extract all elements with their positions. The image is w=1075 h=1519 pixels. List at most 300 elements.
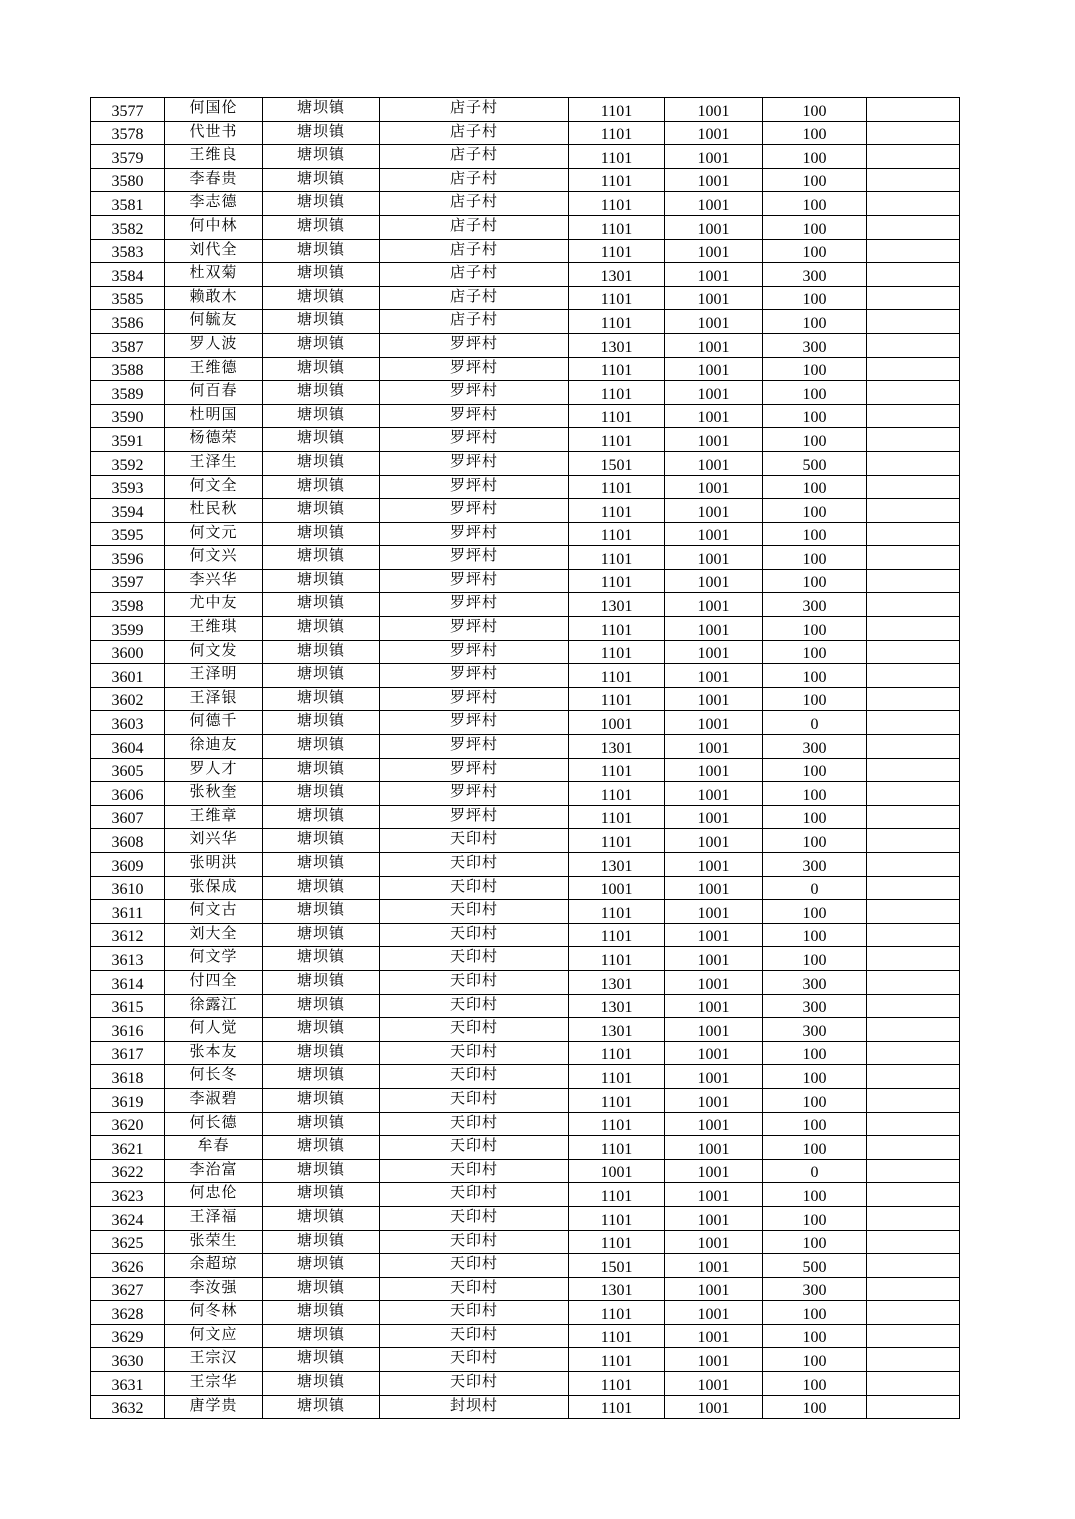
row-number-cell: 3611 (91, 900, 165, 924)
base-code-cell: 1001 (665, 475, 763, 499)
name-cell: 何百春 (165, 381, 263, 405)
remark-cell (867, 1112, 960, 1136)
row-number-cell: 3614 (91, 970, 165, 994)
village-cell: 店子村 (380, 286, 569, 310)
remark-cell (867, 1088, 960, 1112)
remark-cell (867, 522, 960, 546)
village-cell: 天印村 (380, 1112, 569, 1136)
code-cell: 1101 (569, 145, 665, 169)
row-number-cell: 3622 (91, 1159, 165, 1183)
code-cell: 1301 (569, 333, 665, 357)
town-cell: 塘坝镇 (263, 758, 380, 782)
name-cell: 罗人波 (165, 333, 263, 357)
row-number-cell: 3591 (91, 428, 165, 452)
town-cell: 塘坝镇 (263, 617, 380, 641)
base-code-cell: 1001 (665, 829, 763, 853)
base-code-cell: 1001 (665, 1324, 763, 1348)
table-row (91, 310, 960, 334)
name-cell: 何文学 (165, 947, 263, 971)
code-cell: 1301 (569, 970, 665, 994)
amount-cell: 100 (763, 1230, 867, 1254)
base-code-cell: 1001 (665, 145, 763, 169)
village-cell: 店子村 (380, 310, 569, 334)
table-row (91, 475, 960, 499)
name-cell: 何国伦 (165, 98, 263, 122)
village-cell: 店子村 (380, 239, 569, 263)
village-cell: 天印村 (380, 1301, 569, 1325)
table-row (91, 286, 960, 310)
village-cell: 罗坪村 (380, 664, 569, 688)
town-cell: 塘坝镇 (263, 286, 380, 310)
row-number-cell: 3581 (91, 192, 165, 216)
table-row (91, 1230, 960, 1254)
base-code-cell: 1001 (665, 1065, 763, 1089)
village-cell: 天印村 (380, 970, 569, 994)
village-cell: 罗坪村 (380, 428, 569, 452)
remark-cell (867, 1136, 960, 1160)
code-cell: 1101 (569, 499, 665, 523)
town-cell: 塘坝镇 (263, 1112, 380, 1136)
town-cell: 塘坝镇 (263, 900, 380, 924)
code-cell: 1101 (569, 522, 665, 546)
base-code-cell: 1001 (665, 286, 763, 310)
row-number-cell: 3585 (91, 286, 165, 310)
remark-cell (867, 758, 960, 782)
code-cell: 1101 (569, 286, 665, 310)
remark-cell (867, 735, 960, 759)
row-number-cell: 3626 (91, 1254, 165, 1278)
row-number-cell: 3625 (91, 1230, 165, 1254)
name-cell: 付四全 (165, 970, 263, 994)
row-number-cell: 3618 (91, 1065, 165, 1089)
name-cell: 王泽生 (165, 451, 263, 475)
amount-cell: 100 (763, 215, 867, 239)
table-row (91, 1088, 960, 1112)
name-cell: 何德千 (165, 711, 263, 735)
base-code-cell: 1001 (665, 1041, 763, 1065)
name-cell: 余超琼 (165, 1254, 263, 1278)
remark-cell (867, 381, 960, 405)
town-cell: 塘坝镇 (263, 239, 380, 263)
table-row (91, 735, 960, 759)
amount-cell: 300 (763, 735, 867, 759)
remark-cell (867, 1277, 960, 1301)
table-row (91, 876, 960, 900)
village-cell: 天印村 (380, 900, 569, 924)
base-code-cell: 1001 (665, 1159, 763, 1183)
table-row (91, 758, 960, 782)
town-cell: 塘坝镇 (263, 168, 380, 192)
remark-cell (867, 1065, 960, 1089)
name-cell: 王维章 (165, 805, 263, 829)
row-number-cell: 3588 (91, 357, 165, 381)
table-row (91, 381, 960, 405)
base-code-cell: 1001 (665, 263, 763, 287)
code-cell: 1101 (569, 121, 665, 145)
amount-cell: 100 (763, 758, 867, 782)
name-cell: 王维良 (165, 145, 263, 169)
table-row (91, 1018, 960, 1042)
town-cell: 塘坝镇 (263, 1041, 380, 1065)
amount-cell: 100 (763, 687, 867, 711)
town-cell: 塘坝镇 (263, 1065, 380, 1089)
village-cell: 店子村 (380, 98, 569, 122)
base-code-cell: 1001 (665, 428, 763, 452)
village-cell: 罗坪村 (380, 617, 569, 641)
base-code-cell: 1001 (665, 1183, 763, 1207)
amount-cell: 0 (763, 1159, 867, 1183)
base-code-cell: 1001 (665, 853, 763, 877)
town-cell: 塘坝镇 (263, 145, 380, 169)
name-cell: 何文全 (165, 475, 263, 499)
amount-cell: 300 (763, 853, 867, 877)
amount-cell: 100 (763, 428, 867, 452)
row-number-cell: 3578 (91, 121, 165, 145)
row-number-cell: 3598 (91, 593, 165, 617)
row-number-cell: 3602 (91, 687, 165, 711)
code-cell: 1101 (569, 1395, 665, 1419)
table-row (91, 1254, 960, 1278)
name-cell: 王宗华 (165, 1372, 263, 1396)
base-code-cell: 1001 (665, 192, 763, 216)
remark-cell (867, 475, 960, 499)
name-cell: 张秋奎 (165, 782, 263, 806)
village-cell: 天印村 (380, 947, 569, 971)
town-cell: 塘坝镇 (263, 381, 380, 405)
code-cell: 1101 (569, 168, 665, 192)
village-cell: 天印村 (380, 1183, 569, 1207)
amount-cell: 100 (763, 1136, 867, 1160)
remark-cell (867, 640, 960, 664)
table-row (91, 782, 960, 806)
village-cell: 罗坪村 (380, 593, 569, 617)
remark-cell (867, 1018, 960, 1042)
table-row (91, 546, 960, 570)
remark-cell (867, 1372, 960, 1396)
code-cell: 1001 (569, 876, 665, 900)
row-number-cell: 3596 (91, 546, 165, 570)
code-cell: 1101 (569, 381, 665, 405)
base-code-cell: 1001 (665, 664, 763, 688)
name-cell: 何人觉 (165, 1018, 263, 1042)
remark-cell (867, 711, 960, 735)
village-cell: 店子村 (380, 215, 569, 239)
town-cell: 塘坝镇 (263, 994, 380, 1018)
table-row (91, 1301, 960, 1325)
table-row (91, 805, 960, 829)
table-row (91, 1372, 960, 1396)
code-cell: 1001 (569, 1159, 665, 1183)
village-cell: 天印村 (380, 876, 569, 900)
name-cell: 何冬林 (165, 1301, 263, 1325)
code-cell: 1101 (569, 1324, 665, 1348)
code-cell: 1101 (569, 310, 665, 334)
table-row (91, 522, 960, 546)
base-code-cell: 1001 (665, 1254, 763, 1278)
code-cell: 1101 (569, 239, 665, 263)
code-cell: 1101 (569, 829, 665, 853)
table-row (91, 192, 960, 216)
village-cell: 店子村 (380, 168, 569, 192)
town-cell: 塘坝镇 (263, 428, 380, 452)
code-cell: 1101 (569, 192, 665, 216)
village-cell: 店子村 (380, 263, 569, 287)
name-cell: 李春贵 (165, 168, 263, 192)
row-number-cell: 3613 (91, 947, 165, 971)
base-code-cell: 1001 (665, 1088, 763, 1112)
remark-cell (867, 1395, 960, 1419)
row-number-cell: 3609 (91, 853, 165, 877)
row-number-cell: 3612 (91, 923, 165, 947)
remark-cell (867, 239, 960, 263)
row-number-cell: 3592 (91, 451, 165, 475)
row-number-cell: 3623 (91, 1183, 165, 1207)
row-number-cell: 3601 (91, 664, 165, 688)
village-cell: 罗坪村 (380, 782, 569, 806)
amount-cell: 300 (763, 970, 867, 994)
town-cell: 塘坝镇 (263, 853, 380, 877)
row-number-cell: 3620 (91, 1112, 165, 1136)
table-row (91, 711, 960, 735)
base-code-cell: 1001 (665, 1301, 763, 1325)
amount-cell: 500 (763, 1254, 867, 1278)
village-cell: 天印村 (380, 1324, 569, 1348)
row-number-cell: 3621 (91, 1136, 165, 1160)
row-number-cell: 3603 (91, 711, 165, 735)
remark-cell (867, 782, 960, 806)
table-row (91, 1206, 960, 1230)
table-row (91, 357, 960, 381)
village-cell: 罗坪村 (380, 333, 569, 357)
amount-cell: 100 (763, 310, 867, 334)
town-cell: 塘坝镇 (263, 1372, 380, 1396)
town-cell: 塘坝镇 (263, 829, 380, 853)
code-cell: 1101 (569, 1112, 665, 1136)
row-number-cell: 3619 (91, 1088, 165, 1112)
remark-cell (867, 98, 960, 122)
row-number-cell: 3617 (91, 1041, 165, 1065)
remark-cell (867, 451, 960, 475)
table-row (91, 1183, 960, 1207)
remark-cell (867, 593, 960, 617)
table-row (91, 1395, 960, 1419)
row-number-cell: 3584 (91, 263, 165, 287)
amount-cell: 100 (763, 1348, 867, 1372)
village-cell: 罗坪村 (380, 475, 569, 499)
base-code-cell: 1001 (665, 1206, 763, 1230)
village-cell: 罗坪村 (380, 381, 569, 405)
base-code-cell: 1001 (665, 970, 763, 994)
base-code-cell: 1001 (665, 1277, 763, 1301)
village-cell: 天印村 (380, 1206, 569, 1230)
remark-cell (867, 1159, 960, 1183)
village-cell: 罗坪村 (380, 711, 569, 735)
name-cell: 李兴华 (165, 569, 263, 593)
amount-cell: 100 (763, 617, 867, 641)
table-row (91, 428, 960, 452)
village-cell: 天印村 (380, 1159, 569, 1183)
amount-cell: 100 (763, 286, 867, 310)
remark-cell (867, 192, 960, 216)
town-cell: 塘坝镇 (263, 192, 380, 216)
village-cell: 封坝村 (380, 1395, 569, 1419)
amount-cell: 100 (763, 664, 867, 688)
name-cell: 何文应 (165, 1324, 263, 1348)
name-cell: 刘代全 (165, 239, 263, 263)
table-row (91, 1348, 960, 1372)
name-cell: 张荣生 (165, 1230, 263, 1254)
village-cell: 罗坪村 (380, 546, 569, 570)
base-code-cell: 1001 (665, 640, 763, 664)
row-number-cell: 3632 (91, 1395, 165, 1419)
town-cell: 塘坝镇 (263, 1254, 380, 1278)
name-cell: 何毓友 (165, 310, 263, 334)
village-cell: 罗坪村 (380, 640, 569, 664)
town-cell: 塘坝镇 (263, 98, 380, 122)
code-cell: 1101 (569, 923, 665, 947)
table-row (91, 404, 960, 428)
row-number-cell: 3608 (91, 829, 165, 853)
code-cell: 1101 (569, 215, 665, 239)
code-cell: 1301 (569, 263, 665, 287)
code-cell: 1101 (569, 687, 665, 711)
village-cell: 天印村 (380, 1136, 569, 1160)
town-cell: 塘坝镇 (263, 333, 380, 357)
table-row (91, 947, 960, 971)
amount-cell: 100 (763, 1395, 867, 1419)
row-number-cell: 3586 (91, 310, 165, 334)
name-cell: 王维琪 (165, 617, 263, 641)
village-cell: 罗坪村 (380, 499, 569, 523)
code-cell: 1101 (569, 664, 665, 688)
town-cell: 塘坝镇 (263, 475, 380, 499)
amount-cell: 100 (763, 404, 867, 428)
amount-cell: 300 (763, 263, 867, 287)
remark-cell (867, 286, 960, 310)
remark-cell (867, 145, 960, 169)
amount-cell: 100 (763, 1206, 867, 1230)
row-number-cell: 3605 (91, 758, 165, 782)
name-cell: 杜明国 (165, 404, 263, 428)
town-cell: 塘坝镇 (263, 569, 380, 593)
remark-cell (867, 263, 960, 287)
amount-cell: 100 (763, 805, 867, 829)
remark-cell (867, 404, 960, 428)
village-cell: 天印村 (380, 994, 569, 1018)
amount-cell: 100 (763, 239, 867, 263)
code-cell: 1101 (569, 805, 665, 829)
village-cell: 天印村 (380, 1065, 569, 1089)
name-cell: 杜双菊 (165, 263, 263, 287)
code-cell: 1301 (569, 1277, 665, 1301)
amount-cell: 100 (763, 145, 867, 169)
code-cell: 1101 (569, 640, 665, 664)
table-row (91, 593, 960, 617)
table-row (91, 168, 960, 192)
code-cell: 1301 (569, 735, 665, 759)
row-number-cell: 3582 (91, 215, 165, 239)
remark-cell (867, 617, 960, 641)
row-number-cell: 3594 (91, 499, 165, 523)
row-number-cell: 3610 (91, 876, 165, 900)
village-cell: 罗坪村 (380, 522, 569, 546)
name-cell: 何文兴 (165, 546, 263, 570)
table-row (91, 923, 960, 947)
town-cell: 塘坝镇 (263, 1018, 380, 1042)
amount-cell: 100 (763, 475, 867, 499)
table-row (91, 1324, 960, 1348)
name-cell: 尤中友 (165, 593, 263, 617)
amount-cell: 100 (763, 1372, 867, 1396)
code-cell: 1101 (569, 1183, 665, 1207)
amount-cell: 100 (763, 357, 867, 381)
town-cell: 塘坝镇 (263, 947, 380, 971)
village-cell: 天印村 (380, 1088, 569, 1112)
amount-cell: 100 (763, 381, 867, 405)
town-cell: 塘坝镇 (263, 687, 380, 711)
base-code-cell: 1001 (665, 522, 763, 546)
amount-cell: 100 (763, 168, 867, 192)
remark-cell (867, 121, 960, 145)
base-code-cell: 1001 (665, 876, 763, 900)
table-row (91, 1065, 960, 1089)
table-row (91, 263, 960, 287)
row-number-cell: 3597 (91, 569, 165, 593)
remark-cell (867, 1206, 960, 1230)
base-code-cell: 1001 (665, 333, 763, 357)
amount-cell: 100 (763, 499, 867, 523)
name-cell: 王维德 (165, 357, 263, 381)
row-number-cell: 3593 (91, 475, 165, 499)
base-code-cell: 1001 (665, 546, 763, 570)
remark-cell (867, 1230, 960, 1254)
amount-cell: 100 (763, 1301, 867, 1325)
remark-cell (867, 428, 960, 452)
town-cell: 塘坝镇 (263, 451, 380, 475)
code-cell: 1101 (569, 1136, 665, 1160)
row-number-cell: 3604 (91, 735, 165, 759)
name-cell: 何中林 (165, 215, 263, 239)
base-code-cell: 1001 (665, 1018, 763, 1042)
base-code-cell: 1001 (665, 900, 763, 924)
village-cell: 天印村 (380, 829, 569, 853)
remark-cell (867, 1348, 960, 1372)
name-cell: 杨德荣 (165, 428, 263, 452)
table-row (91, 569, 960, 593)
village-cell: 罗坪村 (380, 805, 569, 829)
amount-cell: 100 (763, 640, 867, 664)
table-row (91, 1136, 960, 1160)
town-cell: 塘坝镇 (263, 310, 380, 334)
code-cell: 1101 (569, 475, 665, 499)
name-cell: 刘兴华 (165, 829, 263, 853)
code-cell: 1101 (569, 1065, 665, 1089)
base-code-cell: 1001 (665, 1230, 763, 1254)
amount-cell: 100 (763, 1183, 867, 1207)
base-code-cell: 1001 (665, 404, 763, 428)
base-code-cell: 1001 (665, 451, 763, 475)
name-cell: 王泽福 (165, 1206, 263, 1230)
base-code-cell: 1001 (665, 1348, 763, 1372)
base-code-cell: 1001 (665, 1112, 763, 1136)
row-number-cell: 3599 (91, 617, 165, 641)
amount-cell: 100 (763, 947, 867, 971)
town-cell: 塘坝镇 (263, 1206, 380, 1230)
base-code-cell: 1001 (665, 121, 763, 145)
row-number-cell: 3624 (91, 1206, 165, 1230)
amount-cell: 500 (763, 451, 867, 475)
remark-cell (867, 333, 960, 357)
